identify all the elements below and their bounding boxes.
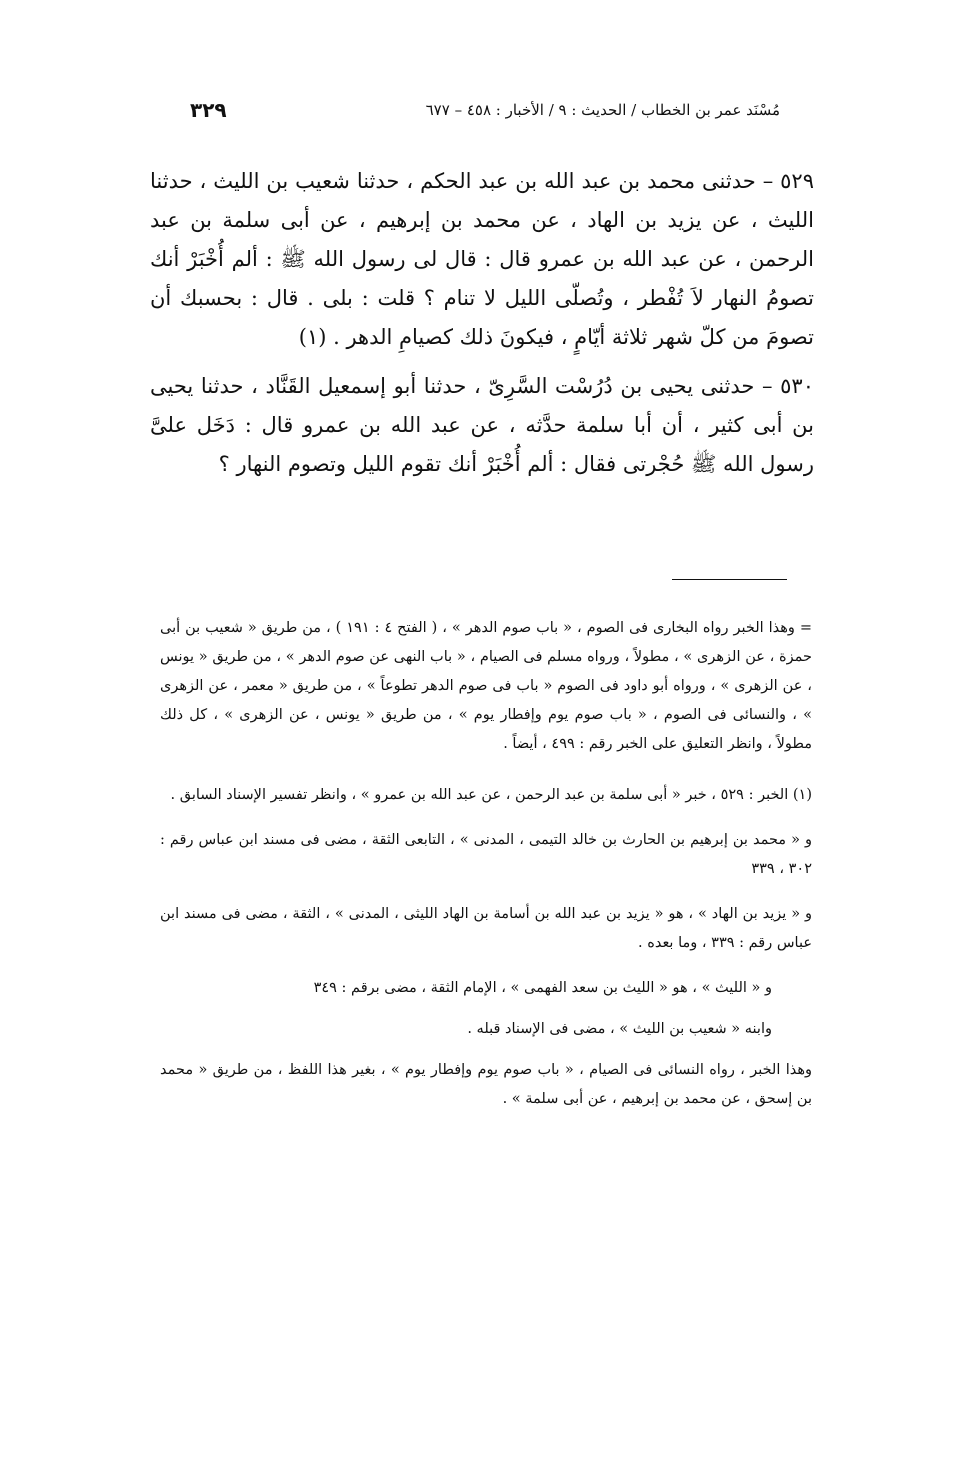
- page-number: ٣٢٩: [190, 98, 227, 122]
- footnote-nasai: وهذا الخبر ، رواه النسائى فى الصيام ، « باب صوم يوم وإفطار يوم » ، بغير هذا اللفظ ، من طريق « محمد بن إسحق ، عن محمد بن إبرهيم ، عن أبى سلمة » .: [160, 1062, 812, 1107]
- footnote-al-layth: و « الليث » ، هو « الليث بن سعد الفهمى » ، الإمام الثقة ، مضى برقم : ٣٤٩: [313, 980, 772, 996]
- running-head: مُسْنَد عمر بن الخطاب / الحديث : ٩ / الأخبار : ٤٥٨ – ٦٧٧: [425, 101, 780, 119]
- footnote-separator: [672, 579, 787, 580]
- page-header: [190, 95, 780, 125]
- footnote-yazid-ibn-al-had: و « يزيد بن الهاد » ، هو « يزيد بن عبد الله بن أسامة بن الهاد الليثى ، المدنى » ، الثقة ، مضى فى مسند ابن عباس رقم : ٣٣٩ ، وما بعده .: [160, 906, 812, 951]
- footnote-shuayb-ibn-al-layth: وابنه « شعيب بن الليث » ، مضى فى الإسناد قبله .: [467, 1021, 772, 1037]
- main-text: [150, 162, 814, 494]
- hadith-529: ٥٢٩ – حدثنى محمد بن عبد الله بن عبد الحكم ، حدثنا شعيب بن الليث ، حدثنا الليث ، عن يزيد بن الهاد ، عن محمد بن إبرهيم ، عن أبى سلمة بن عبد الرحمن ، عن عبد الله بن عمرو قال : قال لى رسول الله ﷺ : ألم أُخْبَرْ أنك تصومُ النهار لاَ تُفْطر ، وتُصلّى الليل لا تنام ؟ قلت : بلى . قال : بحسبك أن تصومَ من كلّ شهر ثلاثة أيّامٍ ، فيكونَ ذلك كصيامِ الدهر . (١): [150, 169, 814, 349]
- footnote-muhammad-ibn-ibrahim: و « محمد بن إبرهيم بن الحارث بن خالد التيمى ، المدنى » ، التابعى الثقة ، مضى فى مسند ابن عباس رقم : ٣٠٢ ، ٣٣٩: [160, 832, 812, 877]
- footnote-continuation: = وهذا الخبر رواه البخارى فى الصوم ، « باب صوم الدهر » ، ( الفتح ٤ : ١٩١ ) ، من طريق « شعيب بن أبى حمزة ، عن الزهرى » ، مطولاً ، ورواه مسلم فى الصيام ، « باب النهى عن صوم الدهر » ، من طريق « يونس ، عن الزهرى » ، ورواه أبو داود فى الصوم « باب فى صوم الدهر تطوعاً » ، من طريق « معمر ، عن الزهرى » ، والنسائى فى الصوم ، « باب صوم يوم وإفطار يوم » ، من طريق « يونس ، عن الزهرى » ، كل ذلك مطولاً ، وانظر التعليق على الخبر رقم : ٤٩٩ ، أيضاً .: [160, 620, 812, 752]
- footnote-1: (١) الخبر : ٥٢٩ ، خبر « أبى سلمة بن عبد الرحمن ، عن عبد الله بن عمرو » ، وانظر تفسير الإسناد السابق .: [170, 787, 812, 803]
- footnotes: [160, 614, 812, 1130]
- hadith-530: ٥٣٠ – حدثنى يحيى بن دُرُسْت السَّرِىّ ، حدثنا أبو إسمعيل القَنَّاد ، حدثنا يحيى بن أبى كثير ، أن أبا سلمة حدَّثه ، عن عبد الله بن عمرو قال : دَخَل علىَّ رسول الله ﷺ حُجْرتى فقال : ألم أُخْبَرْ أنك تقوم الليل وتصوم النهار ؟: [150, 374, 814, 476]
